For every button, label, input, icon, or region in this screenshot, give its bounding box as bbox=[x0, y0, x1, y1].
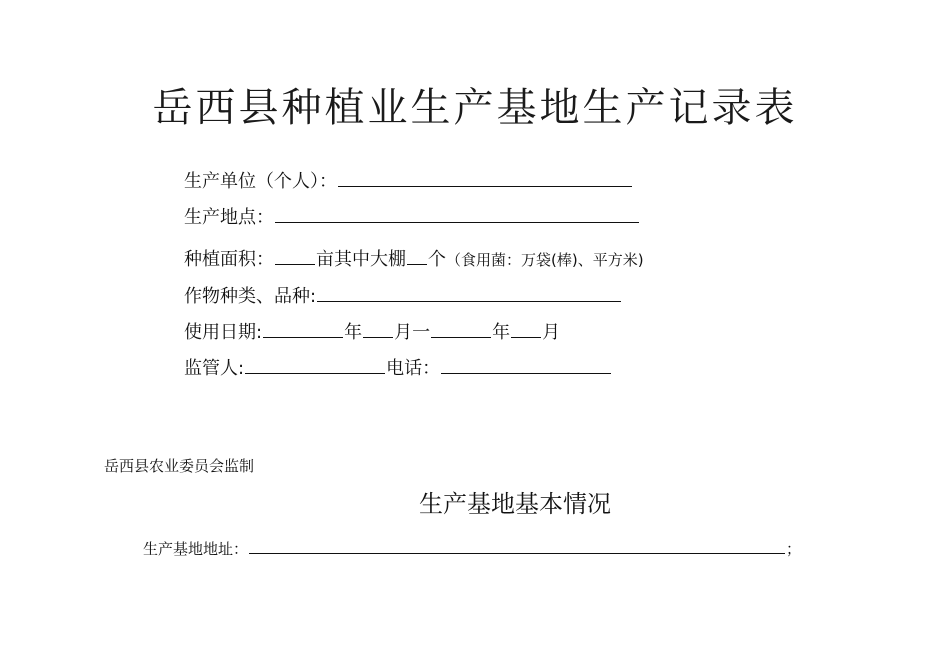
address-row bbox=[143, 537, 801, 560]
end-month-blank[interactable] bbox=[511, 319, 541, 338]
supervisor-label: 监管人: bbox=[184, 358, 245, 379]
month2-text: 月 bbox=[542, 322, 561, 343]
crop-label: 作物种类、品种: bbox=[184, 286, 317, 307]
start-year-blank[interactable] bbox=[263, 319, 343, 338]
page-title: 岳西县种植业生产基地生产记录表 bbox=[152, 85, 798, 131]
greenhouse-count-blank[interactable] bbox=[407, 246, 427, 265]
crop-row bbox=[184, 283, 622, 309]
address-blank[interactable] bbox=[249, 537, 785, 554]
area-note: （食用菌：万袋(棒)、平方米) bbox=[446, 251, 644, 269]
area-label: 种植面积： bbox=[184, 249, 274, 270]
section-title: 生产基地基本情况 bbox=[419, 490, 611, 518]
year1-text: 年 bbox=[344, 322, 363, 343]
org-credit: 岳西县农业委员会监制 bbox=[104, 457, 255, 475]
supervisor-blank[interactable] bbox=[245, 355, 385, 374]
area-row bbox=[184, 246, 644, 272]
year2-text: 年 bbox=[492, 322, 511, 343]
unit-blank[interactable] bbox=[338, 168, 632, 187]
crop-blank[interactable] bbox=[317, 283, 621, 302]
supervisor-row bbox=[184, 355, 612, 381]
location-label: 生产地点： bbox=[184, 207, 274, 228]
date-row bbox=[184, 319, 560, 345]
month1-text: 月一 bbox=[394, 322, 431, 343]
phone-label: 电话： bbox=[386, 358, 441, 379]
unit-label: 生产单位（个人）： bbox=[184, 171, 337, 192]
start-month-blank[interactable] bbox=[363, 319, 393, 338]
area-mu-blank[interactable] bbox=[275, 246, 315, 265]
area-mu-text: 亩其中大棚 bbox=[316, 249, 406, 270]
area-ge-text: 个 bbox=[428, 249, 446, 270]
address-end: ； bbox=[786, 540, 802, 558]
end-year-blank[interactable] bbox=[431, 319, 491, 338]
phone-blank[interactable] bbox=[441, 355, 611, 374]
date-label: 使用日期: bbox=[184, 322, 263, 343]
unit-row bbox=[184, 168, 633, 194]
location-row bbox=[184, 204, 640, 230]
location-blank[interactable] bbox=[275, 204, 639, 223]
address-label: 生产基地地址： bbox=[143, 540, 249, 558]
